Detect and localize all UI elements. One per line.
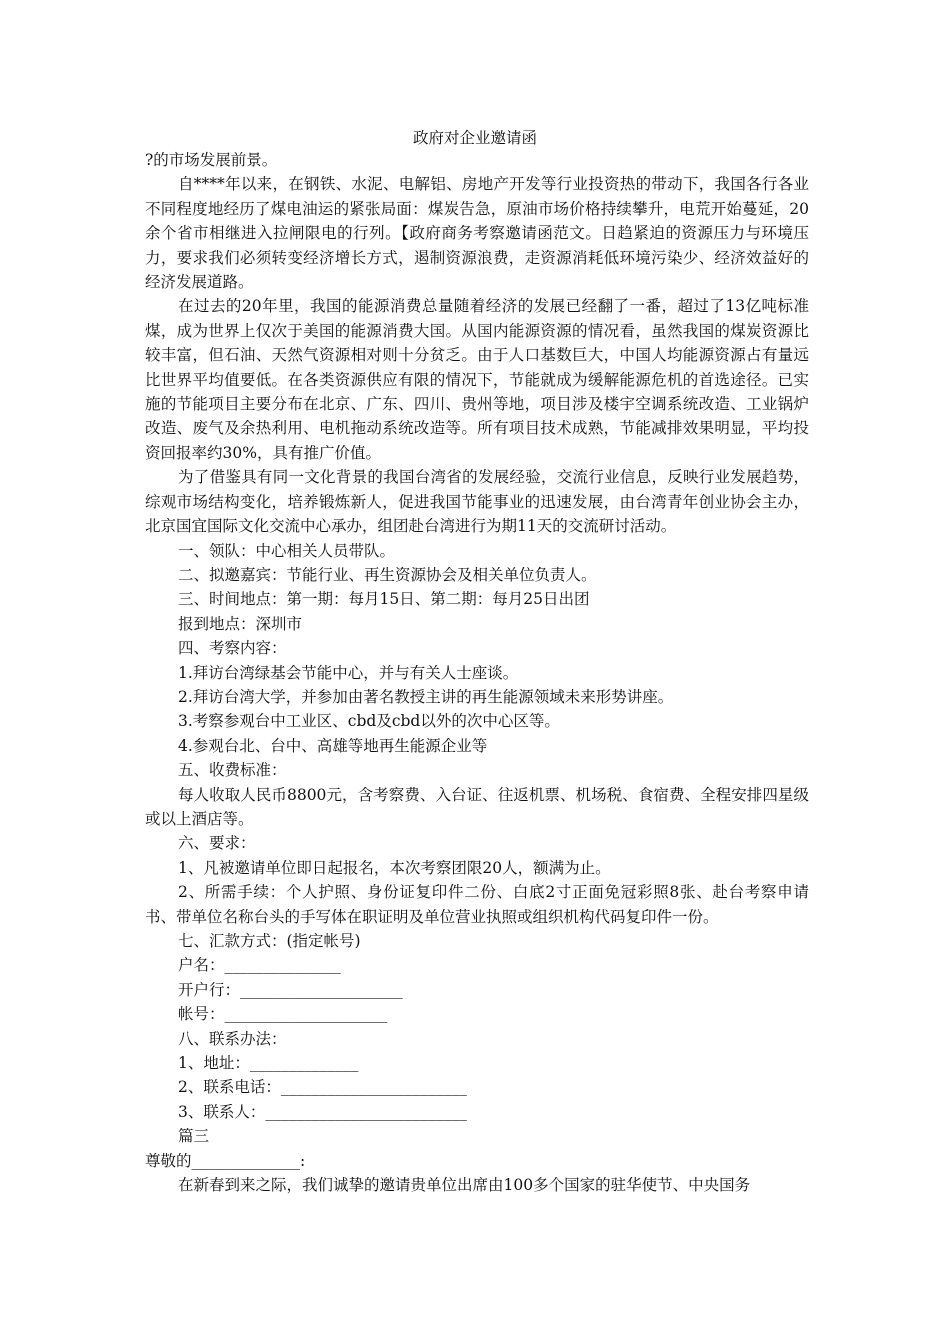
paragraph: 在新春到来之际，我们诚挚的邀请贵单位出席由100多个国家的驻华使节、中央国务: [178, 1176, 751, 1195]
paragraph: 1、地址：______________: [178, 1054, 359, 1073]
paragraph: 八、联系办法：: [178, 1029, 287, 1048]
paragraph: 1.拜访台湾绿基会节能中心，并与有关人士座谈。: [178, 663, 519, 682]
paragraph: ?的市场发展前景。: [145, 151, 278, 169]
paragraph: 户名：_______________: [178, 956, 341, 975]
paragraph: 六、要求：: [178, 834, 256, 853]
paragraph: 帐号：_____________________: [178, 1005, 388, 1024]
document-title: 政府对企业邀请函: [412, 129, 537, 147]
paragraph: 七、汇款方式：(指定帐号): [178, 932, 361, 950]
paragraph: 3.考察参观台中工业区、cbd及cbd以外的次中心区等。: [178, 712, 560, 731]
paragraph: 1、凡被邀请单位即日起报名，本次考察团限20人，额满为止。: [178, 858, 611, 877]
paragraph: 2、联系电话：________________________: [178, 1078, 467, 1097]
paragraph: 4.参观台北、台中、高雄等地再生能源企业等: [178, 736, 488, 755]
paragraph: 三、时间地点：第一期：每月15日、第二期：每月25日出团: [178, 590, 590, 609]
paragraph: 为了借鉴具有同一文化背景的我国台湾省的发展经验，交流行业信息，反映行业发展趋势，综观市场结构变化，培养锻炼新人，促进我国节能事业的迅速发展，由台湾青年创业协会主办，北京国宜国际文化交流中心承办，组团赴台湾进行为期11天的交流研讨活动。: [145, 468, 809, 536]
paragraph: 每人收取人民币8800元，含考察费、入台证、往返机票、机场税、食宿费、全程安排四星级或以上酒店等。: [145, 785, 809, 828]
document-body: [145, 148, 809, 1197]
paragraph: 2.拜访台湾大学，并参加由著名教授主讲的再生能源领域未来形势讲座。: [178, 687, 674, 706]
paragraph: 一、领队：中心相关人员带队。: [178, 541, 396, 560]
paragraph: 3、联系人：__________________________: [178, 1102, 467, 1121]
paragraph: 2、所需手续：个人护照、身份证复印件二份、白底2寸正面免冠彩照8张、赴台考察申请书、带单位名称台头的手写体在职证明及单位营业执照或组织机构代码复印件一份。: [145, 883, 809, 926]
paragraph: 开户行：_____________________: [178, 980, 403, 999]
paragraph: 在过去的20年里，我国的能源消费总量随着经济的发展已经翻了一番，超过了13亿吨标准煤，成为世界上仅次于美国的能源消费大国。从国内能源资源的情况看，虽然我国的煤炭资源比较丰富，但石油、天然气资源相对则十分贫乏。由于人口基数巨大，中国人均能源资源占有量远比世界平均值要低。在各类资源供应有限的情况下，节能就成为缓解能源危机的首选途径。已实施的节能项目主要分布在北京、广东、四川、贵州等地，项目涉及楼宇空调系统改造、工业锅炉改造、废气及余热利用、电机拖动系统改造等。所有项目技术成熟，节能减排效果明显，平均投资回报率约30%，具有推广价值。: [145, 297, 809, 462]
paragraph: 四、考察内容：: [178, 639, 287, 658]
paragraph: 二、拟邀嘉宾：节能行业、再生资源协会及相关单位负责人。: [178, 565, 597, 584]
paragraph: 尊敬的______________:: [145, 1151, 306, 1170]
paragraph: 报到地点：深圳市: [178, 614, 303, 633]
paragraph: 自****年以来，在钢铁、水泥、电解铝、房地产开发等行业投资热的带动下，我国各行各业不同程度地经历了煤电油运的紧张局面：煤炭告急，原油市场价格持续攀升，电荒开始蔓延，20余个省市相继进入拉闸限电的行列。【政府商务考察邀请函范文。日趋紧迫的资源压力与环境压力，要求我们必须转变经济增长方式，遏制资源浪费，走资源消耗低环境污染少、经济效益好的经济发展道路。: [145, 175, 809, 292]
paragraph: 五、收费标准：: [178, 761, 287, 780]
paragraph: 篇三: [178, 1127, 210, 1146]
